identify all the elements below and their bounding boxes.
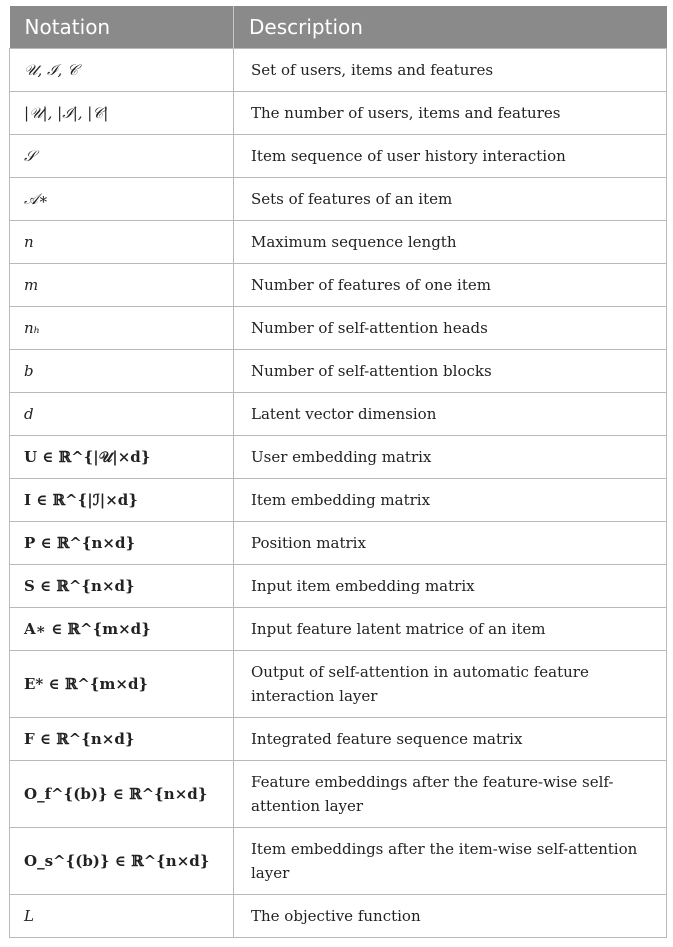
notation-cell: A∗ ∈ ℝ^{m×d} bbox=[10, 608, 234, 651]
description-cell: Sets of features of an item bbox=[234, 178, 667, 221]
notation-cell: b bbox=[10, 350, 234, 393]
table-row bbox=[10, 436, 667, 479]
notation-cell: n bbox=[10, 221, 234, 264]
description-cell: Feature embeddings after the feature-wise self-attention layer bbox=[234, 761, 667, 828]
description-cell: Input feature latent matrice of an item bbox=[234, 608, 667, 651]
table-row bbox=[10, 350, 667, 393]
description-cell: Latent vector dimension bbox=[234, 393, 667, 436]
description-cell: The number of users, items and features bbox=[234, 92, 667, 135]
table-row bbox=[10, 718, 667, 761]
table-row bbox=[10, 178, 667, 221]
notation-table bbox=[9, 6, 667, 938]
table-row bbox=[10, 135, 667, 178]
description-cell: Set of users, items and features bbox=[234, 49, 667, 92]
notation-cell: 𝒮 bbox=[10, 135, 234, 178]
notation-cell: O_f^{(b)} ∈ ℝ^{n×d} bbox=[10, 761, 234, 828]
notation-cell: 𝒰, ℐ, 𝒞 bbox=[10, 49, 234, 92]
table-row bbox=[10, 92, 667, 135]
table-row bbox=[10, 761, 667, 828]
description-cell: Input item embedding matrix bbox=[234, 565, 667, 608]
description-cell: User embedding matrix bbox=[234, 436, 667, 479]
description-cell: Number of self-attention blocks bbox=[234, 350, 667, 393]
description-cell: Integrated feature sequence matrix bbox=[234, 718, 667, 761]
notation-cell: nₕ bbox=[10, 307, 234, 350]
table-row bbox=[10, 565, 667, 608]
table-row bbox=[10, 393, 667, 436]
description-cell: Item sequence of user history interaction bbox=[234, 135, 667, 178]
description-cell: Number of features of one item bbox=[234, 264, 667, 307]
table-row bbox=[10, 264, 667, 307]
table-row bbox=[10, 828, 667, 895]
notation-cell: O_s^{(b)} ∈ ℝ^{n×d} bbox=[10, 828, 234, 895]
description-cell: Item embedding matrix bbox=[234, 479, 667, 522]
notation-cell: 𝒜∗ bbox=[10, 178, 234, 221]
notation-cell: m bbox=[10, 264, 234, 307]
notation-cell: I ∈ ℝ^{|ℐ|×d} bbox=[10, 479, 234, 522]
description-cell: The objective function bbox=[234, 895, 667, 938]
table-row bbox=[10, 307, 667, 350]
table-row bbox=[10, 479, 667, 522]
description-cell: Number of self-attention heads bbox=[234, 307, 667, 350]
notation-cell: P ∈ ℝ^{n×d} bbox=[10, 522, 234, 565]
notation-header: Notation bbox=[10, 6, 234, 49]
header-row bbox=[10, 6, 667, 49]
description-header: Description bbox=[234, 6, 667, 49]
table-row bbox=[10, 49, 667, 92]
notation-cell: U ∈ ℝ^{|𝒰|×d} bbox=[10, 436, 234, 479]
notation-cell: E* ∈ ℝ^{m×d} bbox=[10, 651, 234, 718]
notation-cell: S ∈ ℝ^{n×d} bbox=[10, 565, 234, 608]
notation-cell: L bbox=[10, 895, 234, 938]
description-cell: Item embeddings after the item-wise self-attention layer bbox=[234, 828, 667, 895]
notation-cell: d bbox=[10, 393, 234, 436]
table-row bbox=[10, 895, 667, 938]
description-cell: Output of self-attention in automatic feature interaction layer bbox=[234, 651, 667, 718]
notation-cell: |𝒰|, |ℐ|, |𝒞| bbox=[10, 92, 234, 135]
description-cell: Maximum sequence length bbox=[234, 221, 667, 264]
table-row bbox=[10, 221, 667, 264]
description-cell: Position matrix bbox=[234, 522, 667, 565]
table-row bbox=[10, 522, 667, 565]
table-row bbox=[10, 608, 667, 651]
table-row bbox=[10, 651, 667, 718]
notation-cell: F ∈ ℝ^{n×d} bbox=[10, 718, 234, 761]
